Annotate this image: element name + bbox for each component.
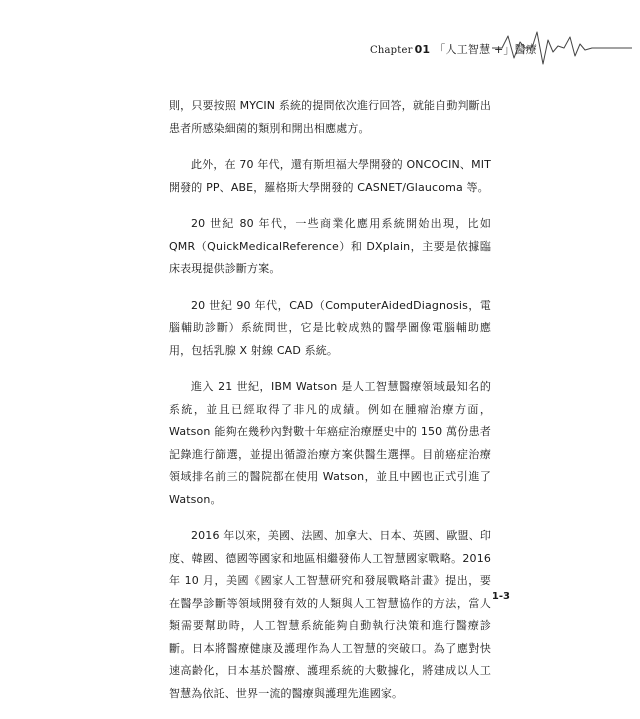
chapter-label: Chapter — [370, 45, 413, 56]
running-header — [340, 38, 640, 60]
paragraph: 2016 年以來，美國、法國、加拿大、日本、英國、歐盟、印度、韓國、德國等國家和地區相繼發佈人工智慧國家戰略。2016 年 10 月，美國《國家人工智慧研究和發展戰略計畫》提出，要在醫學診斷等領域開發有效的人類與人工智慧協作的方法，當人類需要幫助時，人工智慧系統能夠自動執行決策和進行醫療診斷。日本將醫療健康及護理作為人工智慧的突破口。為了應對快速高齡化，日本基於醫療、護理系統的大數據化，將建成以人工智慧為依託、世界一流的醫療與護理先進國家。 — [169, 529, 491, 700]
paragraph: 則，只要按照 MYCIN 系統的提問依次進行回答，就能自動判斷出患者所感染細菌的類別和開出相應處方。 — [169, 99, 491, 135]
chapter-title: 「人工智慧 +」醫療 — [434, 43, 538, 56]
paragraph: 20 世紀 80 年代，一些商業化應用系統開始出現，比如 QMR（QuickMedicalReference）和 DXplain，主要是依據臨床表現提供診斷方案。 — [169, 217, 491, 275]
page-number: 1-3 — [491, 591, 510, 602]
paragraph: 20 世紀 90 年代，CAD（ComputerAidedDiagnosis，電腦輔助診斷）系統問世，它是比較成熟的醫學圖像電腦輔助應用，包括乳腺 X 射線 CAD 系統。 — [169, 298, 491, 357]
body-text — [169, 95, 491, 719]
chapter-number: 01 — [414, 43, 431, 56]
paragraph: 此外，在 70 年代，還有斯坦福大學開發的 ONCOCIN、MIT 開發的 PP、ABE，羅格斯大學開發的 CASNET/Glaucoma 等。 — [169, 158, 491, 194]
ecg-heartbeat-icon — [492, 28, 632, 68]
paragraph: 進入 21 世紀，IBM Watson 是人工智慧醫療領域最知名的系統，並且已經取得了非凡的成績。例如在腫瘤治療方面，Watson 能夠在幾秒內對數十年癌症治療歷史中的 150 萬份患者記錄進行篩選，並提出循證治療方案供醫生選擇。目前癌症治療領域排名前三的醫院都在使用 Watson，並且中國也正式引進了 Watson。 — [169, 380, 491, 506]
